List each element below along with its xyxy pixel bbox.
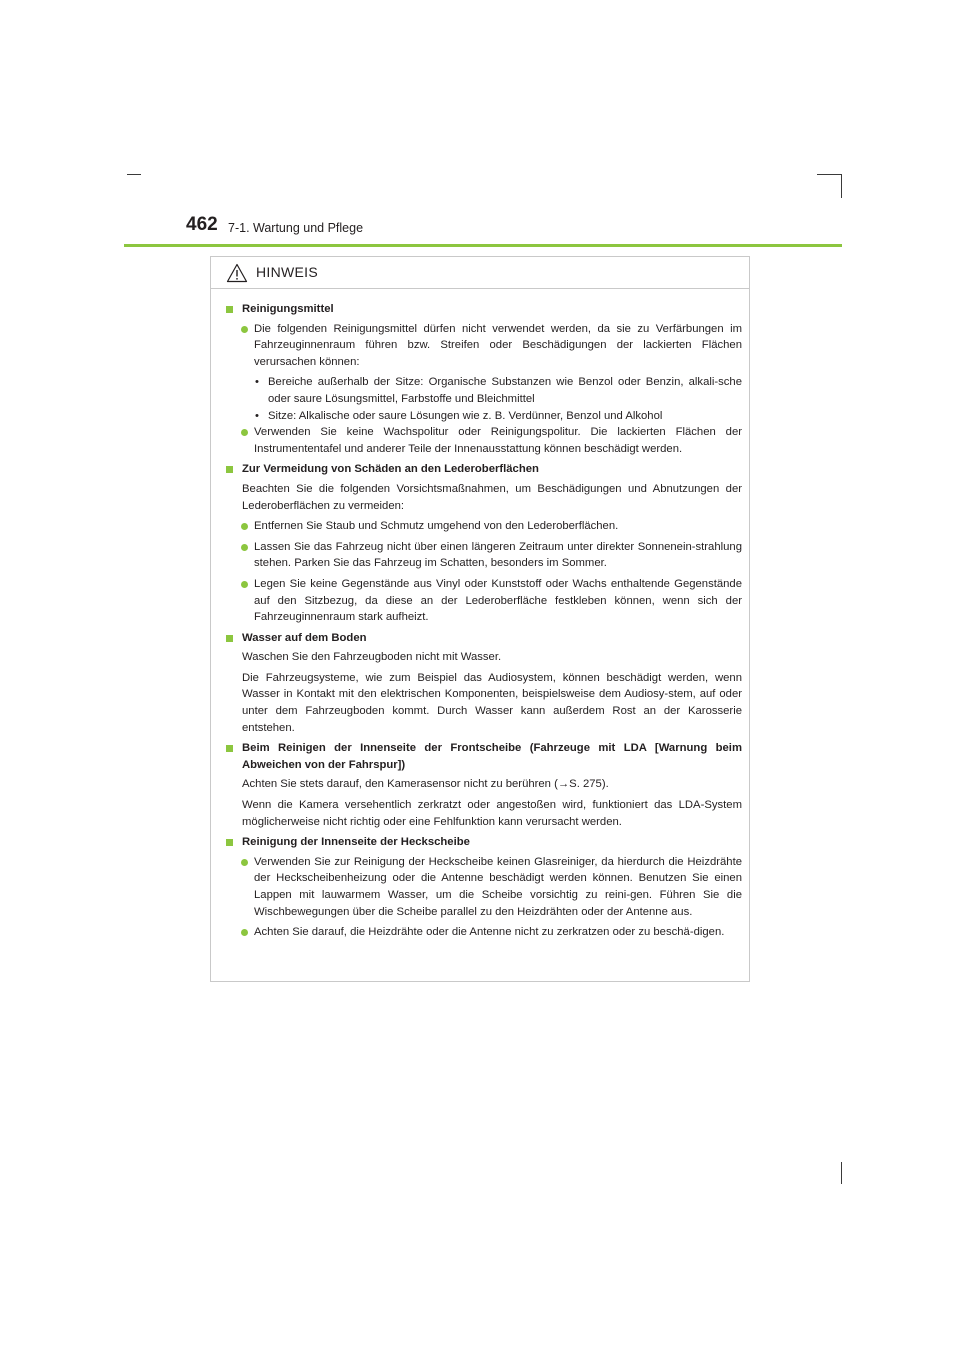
- section-heading-text: Reinigungsmittel: [242, 303, 334, 315]
- bullet-text: Die folgenden Reinigungsmittel dürfen nicht verwendet werden, da sie zu Verfärbungen im Fahrzeuginnenraum führen bzw. Streifen oder Beschädigungen der lackierten Flächen verursachen können:: [254, 322, 742, 368]
- notice-section: [223, 740, 742, 830]
- section-heading-text: Beim Reinigen der Innenseite der Frontscheibe (Fahrzeuge mit LDA [Warnung beim Abweichen von der Fahrspur]): [242, 742, 742, 771]
- square-bullet-icon: [226, 839, 233, 846]
- section-heading: [223, 630, 742, 647]
- square-bullet-icon: [226, 306, 233, 313]
- bullet-text: Verwenden Sie zur Reinigung der Heckscheibe keinen Glasreiniger, da hierdurch die Heizdrähte der Heckscheibenheizung oder die Antenne beschädigt werden können. Benutzen Sie einen Lappen mit lauwarmem Wasser, um die Scheibe vorsichtig zu reini-gen. Führen Sie die Wischbewegungen über die Scheibe parallel zu den Heizdrähten oder der Antenne aus.: [254, 855, 742, 918]
- paragraph: Wenn die Kamera versehentlich zerkratzt oder angestoßen wird, funktioniert das LDA-System möglicherweise nicht richtig oder eine Fehlfunktion kann verursacht werden.: [242, 799, 742, 828]
- dot-bullet-icon: [241, 429, 248, 436]
- bullet-text: Entfernen Sie Staub und Schmutz umgehend von den Lederoberflächen.: [254, 520, 619, 533]
- section-heading: [223, 834, 742, 851]
- dot-bullet-icon: [241, 859, 248, 866]
- section-heading-text: Wasser auf dem Boden: [242, 631, 367, 644]
- notice-section: [223, 461, 742, 625]
- bullet-item: [223, 539, 742, 572]
- section-heading-text: Zur Vermeidung von Schäden an den Lederoberflächen: [242, 463, 539, 476]
- page-header: [186, 212, 842, 246]
- dot-bullet-icon: [241, 929, 248, 936]
- notice-box: [210, 256, 750, 982]
- paragraph: Achten Sie stets darauf, den Kamerasensor nicht zu berühren (→S. 275).: [242, 778, 609, 791]
- section-heading-text: Reinigung der Innenseite der Heckscheibe: [242, 836, 470, 849]
- crop-mark: [841, 1162, 842, 1184]
- bullet-item: [223, 424, 742, 457]
- header-rule: [124, 244, 842, 247]
- bullet-item: [223, 518, 742, 535]
- section-title: 7-1. Wartung und Pflege: [228, 221, 364, 235]
- section-heading: [223, 461, 742, 478]
- paragraph: Die Fahrzeugsysteme, wie zum Beispiel das Audiosystem, können beschädigt werden, wenn Wasser in Kontakt mit den elektrischen Komponenten, beispielsweise dem Audiosy-stem, auf oder unter dem Fahrzeugboden kommt. Durch Wasser kann außerdem Rost an der Karosserie entstehen.: [242, 671, 742, 734]
- sub-list-item: [223, 374, 742, 407]
- dot-bullet-icon: [241, 326, 248, 333]
- section-heading: [223, 740, 742, 773]
- dot-bullet-icon: [241, 581, 248, 588]
- crop-mark: [817, 174, 841, 175]
- square-bullet-icon: [226, 745, 233, 752]
- dot-bullet-icon: [241, 544, 248, 551]
- square-bullet-icon: [226, 466, 233, 473]
- sub-bullet-icon: •: [255, 409, 259, 422]
- crop-mark: [841, 174, 842, 198]
- notice-title: HINWEIS: [256, 264, 318, 280]
- bullet-item: [223, 924, 742, 941]
- bullet-item: [223, 321, 742, 371]
- square-bullet-icon: [226, 635, 233, 642]
- page-number: 462: [186, 214, 218, 235]
- sub-bullet-icon: •: [255, 376, 259, 389]
- notice-section: [223, 834, 742, 941]
- dot-bullet-icon: [241, 523, 248, 530]
- paragraph: Beachten Sie die folgenden Vorsichtsmaßnahmen, um Beschädigungen und Abnutzungen der Lederoberflächen zu vermeiden:: [242, 482, 742, 512]
- bullet-text: Lassen Sie das Fahrzeug nicht über einen längeren Zeitraum unter direkter Sonnenein-strahlung stehen. Parken Sie das Fahrzeug im Schatten, besonders im Sommer.: [254, 540, 742, 570]
- warning-triangle-icon: [226, 263, 248, 283]
- bullet-text: Verwenden Sie keine Wachspolitur oder Reinigungspolitur. Die lackierten Flächen der Instrumententafel und anderer Teile der Innenausstattung können beschädigt werden.: [254, 426, 742, 455]
- sub-list-text: Sitze: Alkalische oder saure Lösungen wie z. B. Verdünner, Benzol und Alkohol: [268, 409, 663, 422]
- bullet-item: [223, 854, 742, 920]
- sub-list-item: [223, 408, 742, 425]
- notice-header: [211, 257, 749, 289]
- sub-list: [223, 374, 742, 424]
- bullet-text: Legen Sie keine Gegenstände aus Vinyl oder Kunststoff oder Wachs enthaltende Gegenstände auf den Sitzbezug, da diese an der Lederoberfläche festkleben können, wenn sich der Fahrzeuginnenraum stark aufheizt.: [254, 577, 742, 624]
- notice-section: [223, 301, 742, 457]
- section-heading: [223, 301, 742, 318]
- bullet-text: Achten Sie darauf, die Heizdrähte oder die Antenne nicht zu zerkratzen oder zu beschä-digen.: [254, 926, 725, 939]
- sub-list-text: Bereiche außerhalb der Sitze: Organische Substanzen wie Benzol oder Benzin, alkali-sche oder saure Lösungsmittel, Farbstoffe und Bleichmittel: [268, 376, 742, 405]
- bullet-item: [223, 576, 742, 626]
- paragraph: Waschen Sie den Fahrzeugboden nicht mit Wasser.: [242, 651, 502, 664]
- notice-section: [223, 630, 742, 737]
- crop-mark: [127, 174, 141, 175]
- notice-content: [211, 289, 749, 941]
